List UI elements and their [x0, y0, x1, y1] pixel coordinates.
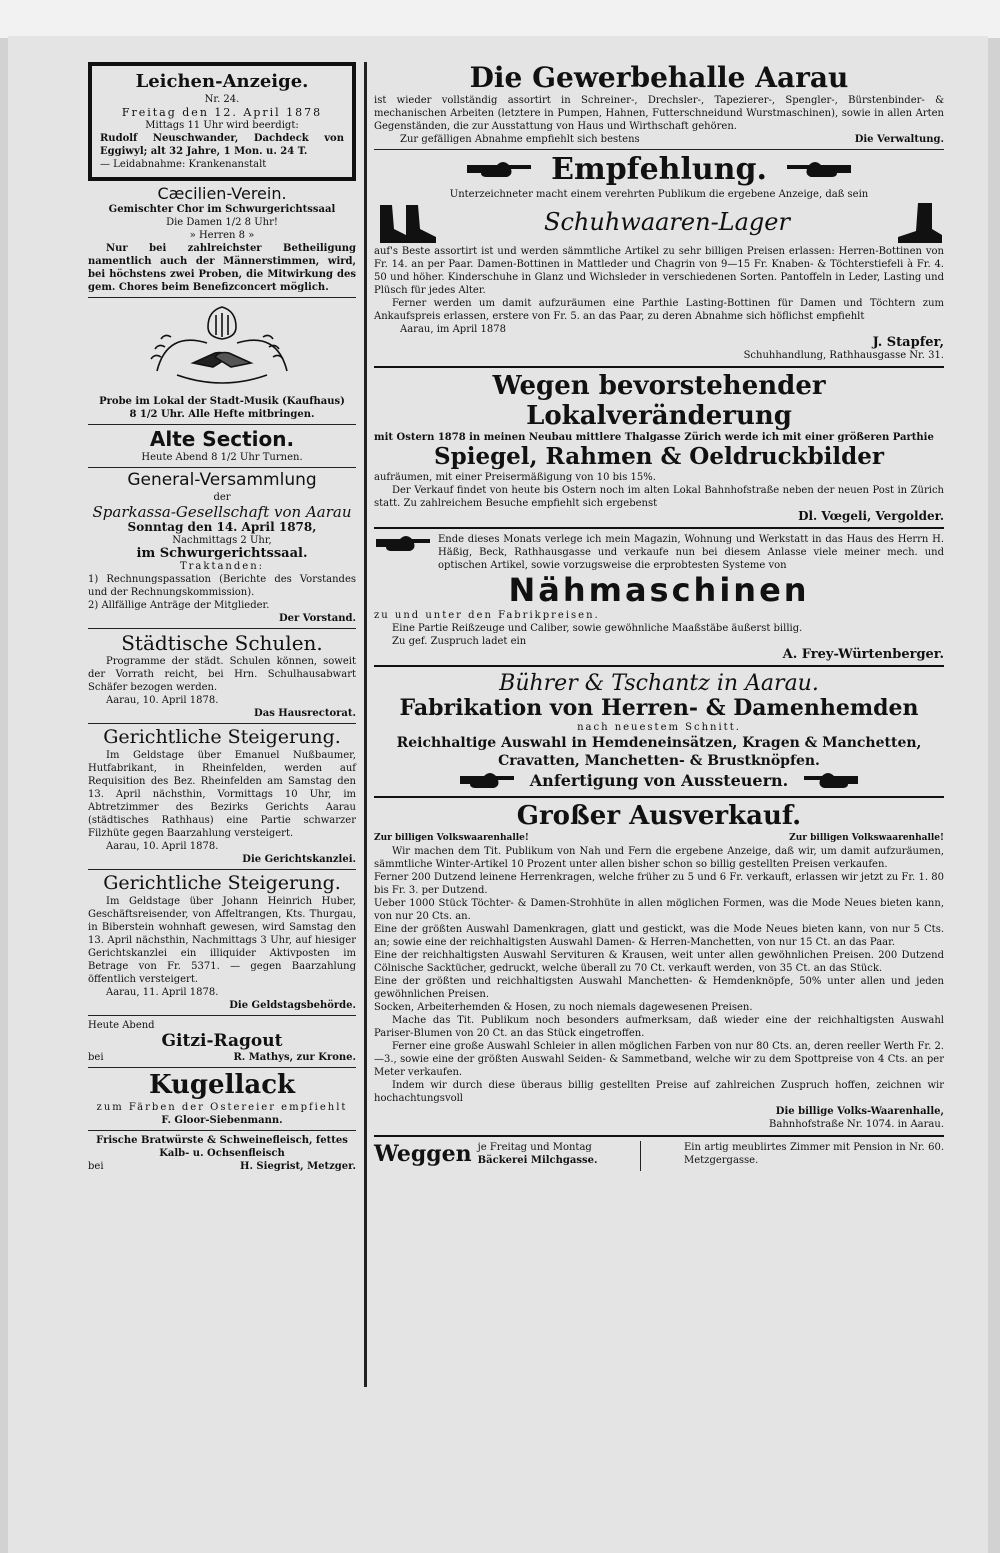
funeral-title: Leichen-Anzeige.	[135, 71, 309, 92]
ausverkauf-p8: Mache das Tit. Publikum noch besonders aufmerksam, daß wieder eine der reichhaltigsten Auswahl Pariser-Blumen von 20 Ct. an das Stück eingetroffen.	[374, 1015, 944, 1040]
left-column	[88, 62, 356, 1173]
gewerbehalle-body: ist wieder vollständig assortirt in Schreiner-, Drechsler-, Tapezierer-, Spengler-, Bürstenbinder- & mechanischen Arbeiten (letztere in Pumpen, Hahnen, Futterschneidund Wurstmaschinen), sowie in allen Arten Gegenständen, die zur Ausstattung von Haus und Wirthschaft gehören.	[374, 95, 944, 133]
bratwurst-ad	[88, 1134, 356, 1173]
gv-date: Sonntag den 14. April 1878,	[127, 519, 317, 534]
buehrer-line2: Anfertigung von Aussteuern.	[529, 771, 789, 791]
buehrer-title: Bührer & Tschantz in Aarau.	[499, 670, 819, 696]
gv-place: im Schwurgerichtssaal.	[136, 545, 308, 561]
bratwurst-body: Frische Bratwürste & Schweinefleisch, fettes Kalb- u. Ochsenfleisch	[96, 1135, 348, 1159]
gv-sign: Der Vorstand.	[278, 612, 356, 624]
weggen-title: Weggen	[374, 1140, 472, 1167]
empfehlung-ad	[374, 153, 944, 362]
funeral-body: Rudolf Neuschwander, Dachdeck von Eggiwyl; alt 32 Jahre, 1 Mon. u. 24 T.	[100, 132, 344, 157]
naeh-sign: A. Frey-Würtenberger.	[782, 646, 944, 662]
scan-border	[0, 0, 1000, 38]
ausverkauf-p3: Ueber 1000 Stück Töchter- & Damen-Strohhüte in allen möglichen Formen, was die Mode Neues bieten kann, von nur 20 Cts. an.	[374, 898, 944, 923]
column-divider	[364, 62, 367, 1387]
gv-traktanden: Traktanden:	[179, 560, 265, 572]
gewerbehalle-foot: Zur gefälligen Abnahme empfiehlt sich bestens	[400, 134, 640, 146]
empfehlung-title: Empfehlung.	[551, 152, 767, 188]
naeh-line1: zu und unter den Fabrikpreisen.	[374, 609, 600, 621]
gewerbehalle-title: Die Gewerbehalle Aarau	[469, 61, 849, 94]
weggen-ad	[374, 1141, 598, 1167]
buehrer-line1: Reichhaltige Auswahl in Hemdeneinsätzen, Kragen & Manchetten, Cravatten, Manchetten- & Brustknöpfen.	[396, 735, 922, 770]
naeh-title: Nähmaschinen	[508, 570, 810, 609]
gewerbehalle-sign: Die Verwaltung.	[854, 134, 944, 146]
ausverkauf-p10: Indem wir durch diese überaus billig gestellten Preise auf zahlreichen Zuspruch hoffen, zeichnen wir hochachtungsvoll	[374, 1080, 944, 1105]
buehrer-nach: nach neuestem Schnitt.	[577, 722, 741, 734]
funeral-note: — Leidabnahme: Krankenanstalt	[100, 158, 267, 170]
ausverkauf-title: Großer Ausverkauf.	[516, 801, 802, 832]
caecilien-line2: Die Damen 1/2 8 Uhr!	[166, 217, 278, 229]
empfehlung-body2: Ferner werden um damit aufzuräumen eine Parthie Lasting-Bottinen für Damen und Töchtern zum Ankaufspreis erlassen, erstere von Fr. 5. an das Paar, zu deren Abnahme sich höflichst empfiehlt	[374, 297, 944, 322]
schuhwaaren-lager-title: Schuhwaaren-Lager	[544, 207, 790, 236]
wegen-line2: aufräumen, mit einer Preisermäßigung von 10 bis 15%.	[374, 471, 656, 483]
buehrer-ad	[374, 671, 944, 793]
kugellack-sign: F. Gloor-Siebenmann.	[161, 1115, 283, 1126]
empfehlung-sign2: Schuhhandlung, Rathhausgasse Nr. 31.	[743, 349, 944, 361]
funeral-notice	[88, 62, 356, 181]
gv-title: General-Versammlung	[127, 470, 317, 491]
steigerung2-date: Aarau, 11. April 1878.	[106, 986, 219, 998]
pointing-hand-left-icon	[802, 770, 860, 792]
funeral-date: Freitag den 12. April 1878	[121, 105, 323, 119]
caecilien-line3: » Herren 8 »	[189, 230, 255, 242]
lyre-handshake-emblem	[88, 301, 356, 391]
funeral-time: Mittags 11 Uhr wird beerdigt:	[145, 119, 299, 131]
ausverkauf-ad	[374, 802, 944, 1131]
naeh-line3: Zu gef. Zuspruch ladet ein	[392, 635, 527, 647]
bratwurst-sign: H. Siegrist, Metzger.	[240, 1161, 356, 1172]
weggen-line1: je Freitag und Montag	[477, 1142, 592, 1154]
boots-icon	[374, 201, 440, 245]
empfehlung-body: auf's Beste assortirt ist und werden sämmtliche Artikel zu sehr billigen Preisen erlassen: Herren-Bottinen von Fr. 14. an per Paar. Damen-Bottinen in Mattleder und Chagrin von 9—15 Fr. Knaben- & Töchterstiefeli à Fr. 4. 50 und höher. Kinderschuhe in Glanz und Wichsleder in verschiedenen Sorten. Pantoffeln in Leder, Lasting und Plüsch für jedes Alter.	[374, 245, 944, 296]
gv-org: Sparkassa-Gesellschaft von Aarau	[92, 502, 352, 521]
wegen-title: Wegen bevorstehender Lokalveränderung	[492, 370, 826, 431]
gv-time: Nachmittags 2 Uhr,	[172, 534, 272, 546]
alte-section-title: Alte Section.	[149, 427, 295, 452]
gitzi-bei: bei	[88, 1052, 104, 1064]
caecilien-body: Nur bei zahlreichster Betheiligung namentlich auch der Männerstimmen, wird, bei höchstens zwei Proben, die Mitwirkung des gem. Chores beim Benefizconcert möglich.	[88, 243, 356, 294]
weggen-line2: Bäckerei Milchgasse.	[477, 1155, 598, 1167]
bratwurst-bei: bei	[88, 1161, 104, 1172]
naeh-intro: Ende dieses Monats verlege ich mein Magazin, Wohnung und Werkstatt in das Haus des Herrn H. Häßig, Beck, Rathhausgasse und verkaufe nun bei diesem Anlasse viele meiner mech. und optischen Artikel, sowie vorzugsweise die erprobtesten Systeme von	[438, 533, 944, 571]
gitzi-who: R. Mathys, zur Krone.	[233, 1052, 356, 1064]
kugellack-ad	[88, 1071, 356, 1127]
ausverkauf-tag2: Zur billigen Volkswaarenhalle!	[789, 833, 944, 844]
gitzi-ad	[88, 1019, 356, 1065]
wegen-sign: Dl. Vœgeli, Vergolder.	[798, 508, 944, 523]
ausverkauf-p9: Ferner eine große Auswahl Schleier in allen möglichen Farben von nur 80 Cts. an, deren reeller Werth Fr. 2.—3., sowie eine der größten Auswahl Seiden- & Sammetband, welche wir zu dem Spottpreise von 4 Cts. an per Meter verkaufen.	[374, 1041, 944, 1079]
right-column	[374, 62, 944, 1171]
gv-item2: 2) Allfällige Anträge der Mitglieder.	[88, 599, 270, 611]
naeh-line2: Eine Partie Reißzeuge und Caliber, sowie gewöhnliche Maaßstäbe äußerst billig.	[392, 622, 803, 634]
ausverkauf-p5: Eine der reichhaltigsten Auswahl Servituren & Krausen, weit unter allen gewöhnlichen Preisen. 200 Dutzend Cölnische Sacktücher, gedruckt, welche überall zu 70 Ct. verkauft werden, von 35 Ct. an das Stück.	[374, 950, 944, 975]
wegen-line1: mit Ostern 1878 in meinen Neubau mittlere Thalgasse Zürich werde ich mit einer größeren Parthie	[374, 432, 934, 444]
schulen-date: Aarau, 10. April 1878.	[106, 694, 219, 706]
gitzi-line1: Heute Abend	[88, 1019, 155, 1031]
pointing-hand-right-icon	[374, 533, 432, 555]
wegen-big: Spiegel, Rahmen & Oeldruckbilder	[434, 443, 884, 471]
pointing-hand-right-icon	[458, 770, 516, 792]
steigerung1-body: Im Geldstage über Emanuel Nußbaumer, Hutfabrikant, in Rheinfelden, werden auf Requisition des Bez. Rheinfelden am Samstag den 13. April nächsthin, Vormittags 10 Uhr, im Abtretzimmer des Bezirks Gerichts Aarau (städtisches Rathhaus) eine Partie schwarzer Filzhüte gegen Baarzahlung versteigert.	[88, 749, 356, 839]
probe-line1: Probe im Lokal der Stadt-Musik (Kaufhaus)	[99, 396, 345, 408]
funeral-number: Nr. 24.	[204, 93, 240, 105]
empfehlung-intro: Unterzeichneter macht einem verehrten Publikum die ergebene Anzeige, daß sein	[449, 188, 869, 200]
naehmaschinen-ad	[374, 533, 944, 661]
steigerung2-ad	[88, 873, 356, 1012]
empfehlung-sign: J. Stapfer,	[872, 334, 944, 350]
steigerung1-title: Gerichtliche Steigerung.	[103, 725, 341, 748]
empfehlung-date: Aarau, im April 1878	[400, 323, 507, 335]
wegen-ad	[374, 372, 944, 523]
gitzi-title: Gitzi-Ragout	[161, 1030, 283, 1051]
kugellack-title: Kugellack	[148, 1070, 296, 1101]
probe-line2: 8 1/2 Uhr. Alle Hefte mitbringen.	[129, 409, 315, 421]
ausverkauf-sign2: Bahnhofstraße Nr. 1074. in Aarau.	[769, 1119, 944, 1131]
buehrer-fab: Fabrikation von Herren- & Damenhemden	[399, 695, 919, 721]
gv-der: der	[213, 491, 231, 503]
alte-section-sub: Heute Abend 8 1/2 Uhr Turnen.	[141, 452, 303, 464]
ausverkauf-p4: Eine der größten Auswahl Damenkragen, glatt und gestickt, was die Mode Neues bieten kann, von nur 5 Cts. an; sowie eine der reichhaltigsten Auswahl Damen- & Herren-Manchetten, von nur 15 Ct. an das Paar.	[374, 924, 944, 949]
ausverkauf-p2: Ferner 200 Dutzend leinene Herrenkragen, welche früher zu 5 und 6 Fr. verkauft, erlassen wir jetzt zu Fr. 1. 80 bis Fr. 3. per Dutzend.	[374, 872, 944, 897]
steigerung2-body: Im Geldstage über Johann Heinrich Huber, Geschäftsreisender, von Affeltrangen, Kts. Thurgau, in Biberstein wohnhaft gewesen, wird Samstag den 13. April nächsthin, Nachmittags 3 Uhr, auf hiesiger Gerichtskanzlei ein illiquider Aktivposten im Betrage von Fr. 5371. — gegen Baarzahlung öffentlich versteigert.	[88, 895, 356, 985]
wegen-line3: Der Verkauf findet von heute bis Ostern noch im alten Lokal Bahnhofstraße neben der neuen Post in Zürich statt. Zu zahlreichem Besuche empfiehlt sich ergebenst	[374, 484, 944, 509]
ausverkauf-sign: Die billige Volks-Waarenhalle,	[775, 1106, 944, 1118]
gewerbehalle-ad	[374, 62, 944, 146]
steigerung2-sign: Die Geldstagsbehörde.	[229, 999, 356, 1011]
caecilien-line1: Gemischter Chor im Schwurgerichtssaal	[108, 204, 336, 216]
zimmer-ad: Ein artig meublirtes Zimmer mit Pension in Nr. 60. Metzgergasse.	[684, 1142, 944, 1167]
steigerung1-date: Aarau, 10. April 1878.	[106, 840, 219, 852]
kugellack-body: zum Färben der Ostereier empfiehlt	[96, 1102, 348, 1113]
steigerung1-sign: Die Gerichtskanzlei.	[242, 853, 356, 865]
bottom-ads	[374, 1141, 944, 1171]
schulen-title: Städtische Schulen.	[121, 630, 323, 655]
pointing-hand-left-icon	[785, 159, 853, 181]
ankle-boot-icon	[894, 201, 944, 245]
general-versammlung-ad	[88, 471, 356, 625]
ausverkauf-p6: Eine der größten und reichhaltigsten Auswahl Manchetten- & Hemdenknöpfe, 50% unter allen und jeden gewöhnlichen Preisen.	[374, 976, 944, 1001]
steigerung2-title: Gerichtliche Steigerung.	[103, 871, 341, 894]
steigerung1-ad	[88, 727, 356, 866]
schulen-body: Programme der städt. Schulen können, soweit der Vorrath reicht, bei Hrn. Schulhausabwart Schäfer bezogen werden.	[88, 655, 356, 693]
schulen-ad	[88, 632, 356, 720]
caecilien-title: Cæcilien-Verein.	[157, 183, 287, 203]
gv-item1: 1) Rechnungspassation (Berichte des Vorstandes und der Rechnungskommission).	[88, 573, 356, 598]
schulen-sign: Das Hausrectorat.	[254, 707, 356, 719]
ausverkauf-tag1: Zur billigen Volkswaarenhalle!	[374, 833, 529, 844]
pointing-hand-right-icon	[465, 159, 533, 181]
caecilien-ad	[88, 185, 356, 294]
ausverkauf-p7: Socken, Arbeiterhemden & Hosen, zu noch niemals dagewesenen Preisen.	[374, 1002, 753, 1014]
ausverkauf-p1: Wir machen dem Tit. Publikum von Nah und Fern die ergebene Anzeige, daß wir, um damit aufzuräumen, sämmtliche Winter-Artikel 10 Prozent unter allen bisher schon so billig gestellten Preisen verkaufen.	[374, 846, 944, 871]
